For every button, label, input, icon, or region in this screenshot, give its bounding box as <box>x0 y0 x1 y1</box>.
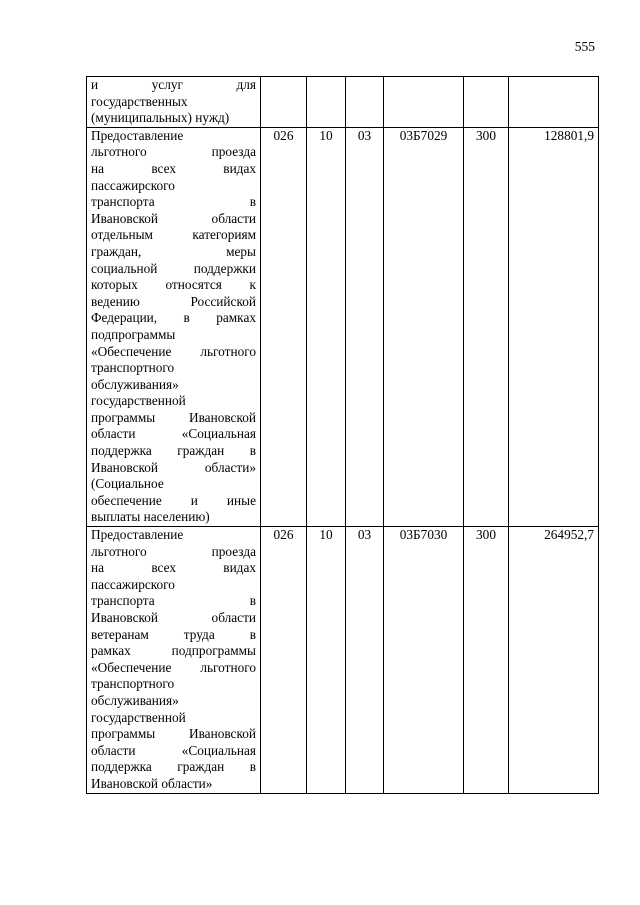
row-name-line: выплаты населению) <box>91 509 210 525</box>
row-name-line: транспорта в <box>91 194 256 210</box>
row-name-line: (муниципальных) нужд) <box>91 110 230 126</box>
row-name-line: пассажирского <box>91 576 175 592</box>
budget-table <box>86 76 599 794</box>
row-name-line: области «Социальная <box>91 426 256 442</box>
row-name-line: на всех видах <box>91 560 256 576</box>
ministry-code-cell: 026 <box>261 527 307 794</box>
ministry-code-cell <box>261 77 307 128</box>
row-name-line: Федерации, в рамках <box>91 310 256 326</box>
target-code-cell: 03Б7029 <box>384 127 464 526</box>
section-code-cell: 10 <box>307 527 346 794</box>
row-name-line: «Обеспечение льготного <box>91 659 256 675</box>
row-name-line: Предоставление <box>91 127 184 143</box>
target-code-cell <box>384 77 464 128</box>
subsection-code-cell: 03 <box>346 127 384 526</box>
row-name-cell <box>87 77 261 128</box>
row-name-line: пассажирского <box>91 177 175 193</box>
row-name-line: программы Ивановской <box>91 726 256 742</box>
row-name-line: обслуживания» <box>91 376 179 392</box>
table-row <box>87 127 599 526</box>
row-name-line: транспорта в <box>91 593 256 609</box>
expense-type-cell <box>464 77 509 128</box>
row-name-cell <box>87 527 261 794</box>
row-name-line: Предоставление <box>91 527 184 543</box>
row-name-line: подпрограммы <box>91 326 176 342</box>
table-row <box>87 527 599 794</box>
amount-cell: 264952,7 <box>509 527 599 794</box>
amount-cell: 128801,9 <box>509 127 599 526</box>
row-name-line: поддержка граждан в <box>91 443 256 459</box>
row-name-line: Ивановской области <box>91 610 256 625</box>
row-name-line: Ивановской области <box>91 210 256 226</box>
row-name-line: которых относятся к <box>91 277 256 293</box>
row-name-line: на всех видах <box>91 160 256 176</box>
row-name-line: льготного проезда <box>91 144 256 160</box>
row-name-line: Ивановской области» <box>91 459 256 475</box>
section-code-cell <box>307 77 346 128</box>
row-name-line: обслуживания» <box>91 692 179 708</box>
subsection-code-cell <box>346 77 384 128</box>
row-name-line: транспортного <box>91 360 175 376</box>
row-name-line: отдельным категориям <box>91 227 256 243</box>
subsection-code-cell: 03 <box>346 527 384 794</box>
row-name-line: (Социальное <box>91 476 164 492</box>
row-name-line: области «Социальная <box>91 742 256 758</box>
row-name-line: граждан, меры <box>91 243 256 259</box>
ministry-code-cell: 026 <box>261 127 307 526</box>
expense-type-cell: 300 <box>464 127 509 526</box>
row-name-cell <box>87 127 261 526</box>
row-name-line: ведению Российской <box>91 293 256 309</box>
page-number: 555 <box>574 39 595 54</box>
row-name-line: льготного проезда <box>91 543 256 559</box>
section-code-cell: 10 <box>307 127 346 526</box>
table-row <box>87 77 599 128</box>
row-name-line: рамках подпрограммы <box>91 643 256 659</box>
row-name-line: государственной <box>91 709 186 725</box>
row-name-line: государственной <box>91 393 186 409</box>
row-name-line: транспортного <box>91 676 175 692</box>
row-name-line: «Обеспечение льготного <box>91 343 256 359</box>
row-name-line: ветеранам труда в <box>91 626 256 642</box>
row-name-line: государственных <box>91 93 188 109</box>
expense-type-cell: 300 <box>464 527 509 794</box>
target-code-cell: 03Б7030 <box>384 527 464 794</box>
row-name-line: социальной поддержки <box>91 260 256 276</box>
row-name-line: поддержка граждан в <box>91 759 256 775</box>
row-name-line: Ивановской области» <box>91 775 213 791</box>
row-name-line: программы Ивановской <box>91 409 256 425</box>
row-name-line: и услуг для <box>91 77 256 92</box>
amount-cell <box>509 77 599 128</box>
row-name-line: обеспечение и иные <box>91 492 256 508</box>
